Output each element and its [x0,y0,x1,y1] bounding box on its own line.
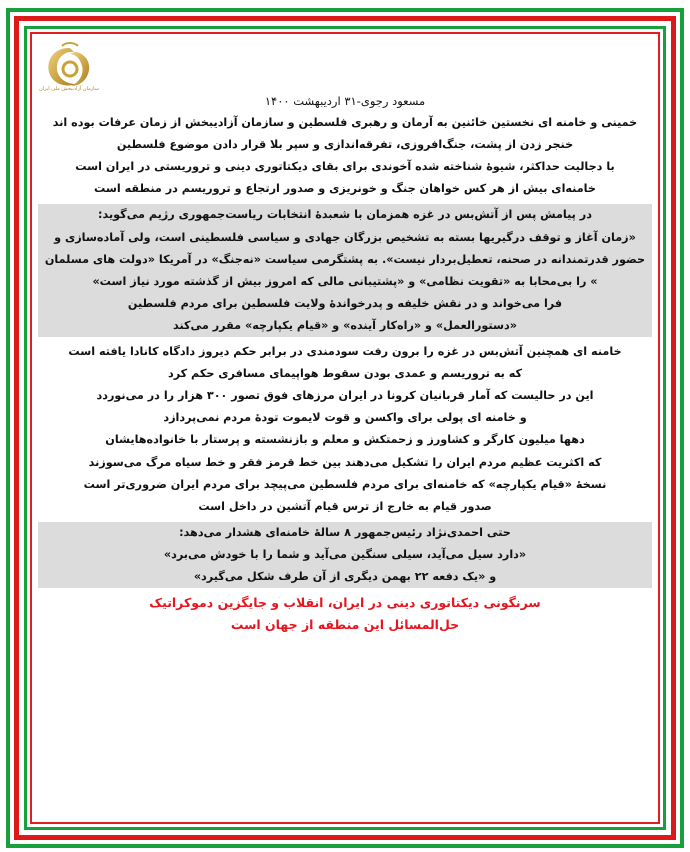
text-line: دهها میلیون کارگر و کشاورز و زحمتکش و معلم و بازنشسته و پرستار با خانواده‌هایشان [105,433,585,447]
text-line: خمینی و خامنه ای نخستین خائنین به آرمان و رهبری فلسطین و سازمان آزادیبخش از زمان عرفات بوده اند [52,116,638,130]
text-line: با دجالیت حداکثر، شیوهٔ شناخته شده آخوندی برای بقای دیکتاتوری دینی و تروریستی در ایران است [75,160,615,174]
text-line: و خامنه ای پولی برای واکسن و قوت لایموت تودهٔ مردم نمی‌پردازد [163,411,527,425]
text-line: «زمان آغاز و توقف درگیریها بسته به تشخیص بزرگان جهادی و سیاسی فلسطینی است، ولی آماده‌سازی و [54,230,636,244]
text-line: «دستورالعمل» و «راه‌کار آینده» و «قیام یکپارچه» مقرر می‌کند [173,318,517,332]
organization-logo-icon [40,42,98,92]
text-line: صدور قیام به خارج از ترس قیام آتشین در داخل است [198,499,492,513]
text-line: که به تروریسم و عمدی بودن سقوط هواپیمای مسافری حکم کرد [167,367,523,381]
text-line: که اکثریت عظیم مردم ایران را تشکیل می‌دهند بین خط قرمز فقر و خط سیاه مرگ می‌سوزند [88,455,602,469]
highlighted-quote [38,522,652,588]
statement-body [38,90,652,636]
text-line: «دارد سیل می‌آید، سیلی سنگین می‌آید و شما را با خودش می‌برد» [163,547,527,561]
highlighted-paragraph [38,204,652,337]
text-line: نسخهٔ «قیام یکپارچه» که خامنه‌ای برای مردم فلسطین می‌پیچد برای مردم ایران ضروری‌تر است [83,477,607,491]
slogan-line: سرنگونی دیکتاتوری دینی در ایران، انقلاب و جایگزین دموکراتیک [149,595,541,611]
text-line: این در حالیست که آمار قربانیان کرونا در ایران مرزهای فوق تصور ۳۰۰ هزار را در می‌نوردد [96,389,594,403]
text-line: خامنه‌ای بیش از هر کس خواهان جنگ و خونریزی و صدور ارتجاع و تروریسم در منطقه است [94,182,596,196]
logo-caption: سازمان آزادیبخش ملی ایران [39,86,99,92]
date-line: مسعود رجوی-۳۱ اردیبهشت ۱۴۰۰ [264,94,426,108]
text-line: فرا می‌خواند و در نقش خلیفه و پدرخواندهٔ ولایت فلسطین برای مردم فلسطین [127,296,563,310]
text-line: و «یک دفعه ۲۲ بهمن دیگری از آن طرف شکل می‌گیرد» [193,569,497,583]
text-line: حتی احمدی‌نژاد رئیس‌جمهور ۸ سالهٔ خامنه‌ای هشدار می‌دهد: [179,525,511,539]
text-line: » را بی‌محابا به «تقویت نظامی» و «پشتیبانی مالی که امروز بیش از گذشته مورد نیاز است» [92,274,598,288]
slogan-line: حل‌المسائل این منطقه از جهان است [230,617,460,633]
text-line: خامنه ای همچنین آتش‌بس در غزه را برون رفت سودمندی در برابر حکم دیروز دادگاه کانادا یافته است [68,345,622,359]
text-line: حضور قدرتمندانه در صحنه، تعطیل‌بردار نیست». به پشتگرمی سیاست «نه‌جنگ» در آمریکا «دولت های مسلمان [44,252,646,266]
text-line: خنجر زدن از پشت، جنگ‌افروزی، تفرقه‌اندازی و سپر بلا قرار دادن موضوع فلسطین [116,138,574,152]
text-line: در پیامش پس از آتش‌بس در غزه همزمان با شعبدهٔ انتخابات ریاست‌جمهوری رژیم می‌گوید: [98,208,592,222]
